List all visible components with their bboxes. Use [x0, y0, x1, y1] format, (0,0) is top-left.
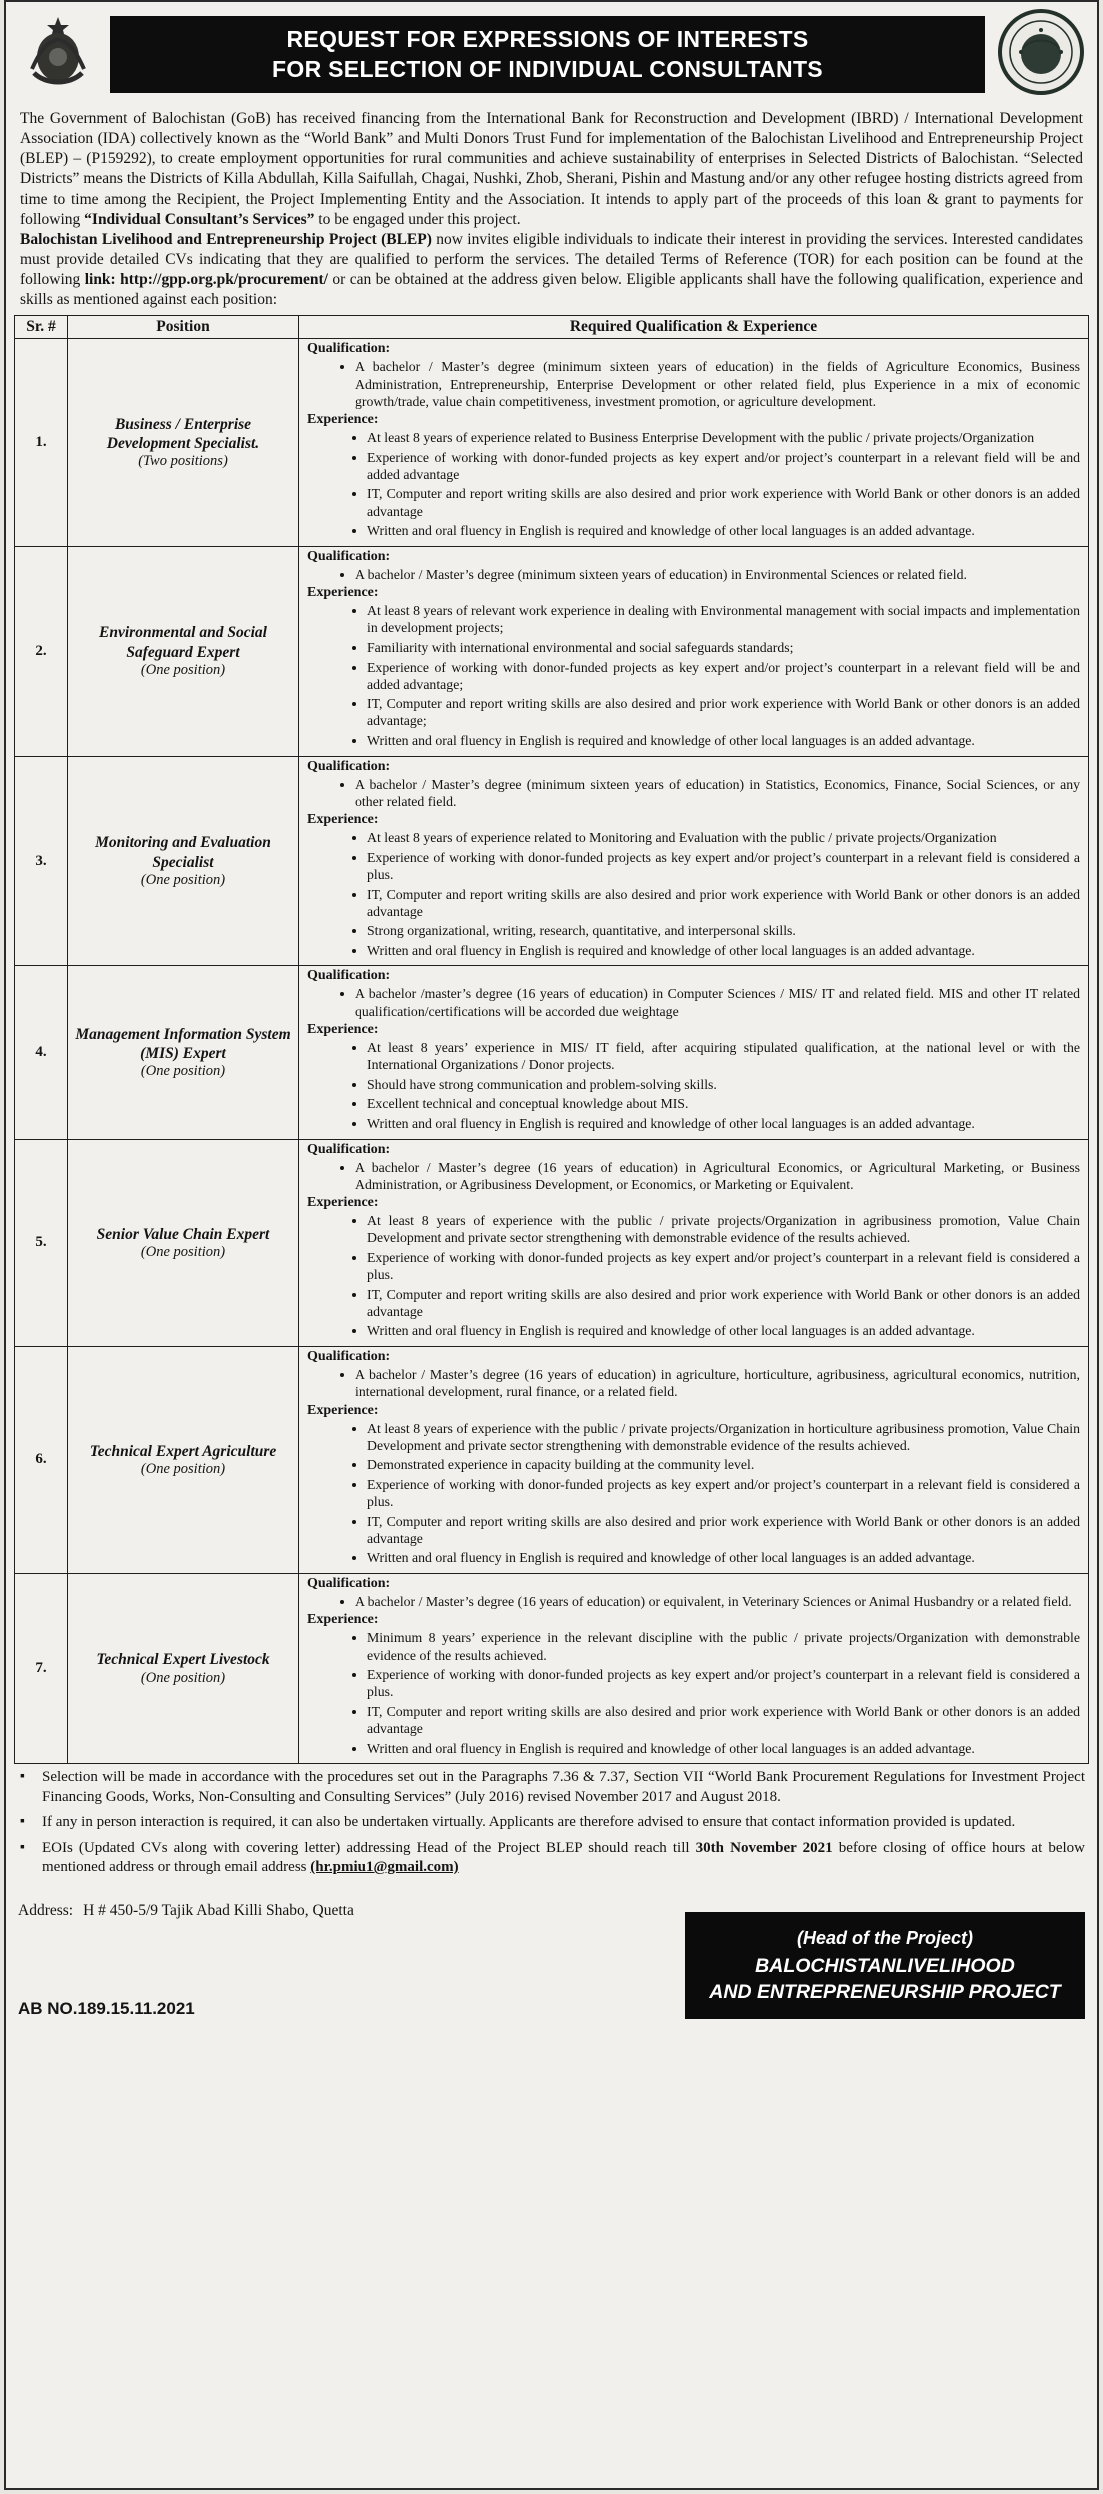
qualification-list: [307, 1593, 1080, 1610]
position-cell: [68, 339, 299, 546]
experience-label: Experience:: [307, 1195, 379, 1211]
requirements-cell: [299, 756, 1089, 966]
header-position: Position: [68, 316, 299, 339]
qualification-label: Qualification:: [307, 341, 391, 357]
position-cell: [68, 1139, 299, 1346]
experience-list: [307, 429, 1080, 539]
position-count-note: (One position): [140, 1461, 226, 1478]
footer-note: ▪ If any in person interaction is required, it can also be undertaken virtually. Applicants are therefore advised to ensure that contact information provided is updated.: [18, 1813, 1085, 1833]
experience-list: [307, 602, 1080, 749]
experience-item: • Written and oral fluency in English is required and knowledge of other local languages is an added advantage.: [367, 1740, 1080, 1757]
experience-item: • Written and oral fluency in English is required and knowledge of other local languages is an added advantage.: [367, 1115, 1080, 1132]
experience-item: • Written and oral fluency in English is required and knowledge of other local languages is an added advantage.: [367, 1322, 1080, 1339]
experience-label: Experience:: [307, 585, 379, 601]
header-requirements: Required Qualification & Experience: [299, 316, 1089, 339]
experience-item: • IT, Computer and report writing skills are also desired and prior work experience with World Bank or other donors is an added advantage: [367, 485, 1080, 519]
position-title: Monitoring and Evaluation Specialist: [95, 834, 271, 871]
experience-item: • IT, Computer and report writing skills are also desired and prior work experience with World Bank or other donors is an added advantage: [367, 1703, 1080, 1737]
position-title: Technical Expert Agriculture: [89, 1442, 277, 1460]
table-row: [15, 1573, 1089, 1763]
experience-list: [307, 1629, 1080, 1756]
experience-item: • At least 8 years of experience related to Business Enterprise Development with the public / private projects/Organization: [367, 429, 1080, 446]
requirements-cell: [299, 546, 1089, 756]
experience-item: • Experience of working with donor-funded projects as key expert and/or project’s counterpart in a relevant field will be and added advantage: [367, 449, 1080, 483]
qualification-item: • A bachelor / Master’s degree (minimum sixteen years of education) in Statistics, Economics, Finance, Social Sciences, or any other related field.: [355, 776, 1080, 810]
row-serial: 6.: [15, 1346, 68, 1573]
address-label: Address:: [18, 1901, 74, 1919]
experience-item: • IT, Computer and report writing skills are also desired and prior work experience with World Bank or other donors is an added advantage: [367, 1513, 1080, 1547]
procurement-link[interactable]: link: http://gpp.org.pk/procurement/: [84, 271, 328, 289]
title-line-2: FOR SELECTION OF INDIVIDUAL CONSULTANTS: [272, 55, 823, 82]
experience-item: • Experience of working with donor-funded projects as key expert and/or project’s counterpart in a relevant field is considered a plus.: [367, 849, 1080, 883]
table-row: [15, 1346, 1089, 1573]
position-count-note: (Two positions): [138, 453, 228, 470]
footer-notes-list: [14, 1768, 1089, 1878]
advertisement-frame: [4, 0, 1099, 2490]
qualification-item: • A bachelor / Master’s degree (16 years of education) in Agricultural Economics, or Agricultural Marketing, or Business Administration, or Agribusiness Development, or Economics, or Marketing or Equivalent.: [355, 1159, 1080, 1193]
position-cell: [68, 966, 299, 1139]
qualification-list: [307, 985, 1080, 1019]
qualification-list: [307, 1366, 1080, 1400]
table-header-row: [15, 316, 1089, 339]
requirements-cell: [299, 1573, 1089, 1763]
address-value: H # 450-5/9 Tajik Abad Killi Shabo, Quetta: [83, 1901, 354, 1919]
experience-list: [307, 829, 1080, 959]
qualification-label: Qualification:: [307, 548, 391, 564]
header: [14, 6, 1089, 105]
positions-table: [14, 315, 1089, 1764]
position-cell: [68, 546, 299, 756]
qualification-label: Qualification:: [307, 1575, 391, 1591]
experience-item: • Written and oral fluency in English is required and knowledge of other local languages is an added advantage.: [367, 1549, 1080, 1566]
signature-line-2: BALOCHISTANLIVELIHOOD: [755, 1954, 1015, 1977]
experience-item: • At least 8 years of relevant work experience in dealing with Environmental management with social impacts and implementation in development projects;: [367, 602, 1080, 636]
header-sr: Sr. #: [15, 316, 68, 339]
qualification-label: Qualification:: [307, 968, 391, 984]
qualification-list: [307, 566, 1080, 583]
experience-item: • Strong organizational, writing, research, quantitative, and interpersonal skills.: [367, 922, 1080, 939]
footer-note: ▪ Selection will be made in accordance with the procedures set out in the Paragraphs 7.36 & 7.37, Section VII “World Bank Procurement Regulations for Investment Project Financing Goods, Works, Non-Consulting and Consulting Services” (July 2016) revised November 2017 and August 2018.: [18, 1768, 1085, 1807]
qualification-item: • A bachelor /master’s degree (16 years of education) in Computer Sciences / MIS/ IT and related field. MIS and other IT related qualification/certifications will be accorded due weightage: [355, 985, 1080, 1019]
experience-item: • IT, Computer and report writing skills are also desired and prior work experience with World Bank or other donors is an added advantage: [367, 1286, 1080, 1320]
experience-item: • Demonstrated experience in capacity building at the community level.: [367, 1456, 1080, 1473]
footer-left-column: [18, 1898, 354, 2020]
experience-item: • At least 8 years’ experience in MIS/ IT field, after acquiring stipulated qualification, at the national level or with the International Organizations / Donor projects.: [367, 1039, 1080, 1073]
experience-item: • At least 8 years of experience related to Monitoring and Evaluation with the public / private projects/Organization: [367, 829, 1080, 846]
position-count-note: (One position): [140, 662, 226, 679]
footer-note: ▪ EOIs (Updated CVs along with covering letter) addressing Head of the Project BLEP should reach till 30th November 2021 before closing of office hours at below mentioned address or through email address (hr.pmiu1@gmail.com): [18, 1839, 1085, 1878]
position-count-note: (One position): [140, 1063, 226, 1080]
experience-item: • Experience of working with donor-funded projects as key expert and/or project’s counterpart in a relevant field is considered a plus.: [367, 1666, 1080, 1700]
experience-item: • At least 8 years of experience with the public / private projects/Organization in agribusiness promotion, Value Chain Development and private sector strengthening with demonstrable evidence of the results achieved.: [367, 1212, 1080, 1246]
experience-list: [307, 1212, 1080, 1339]
project-seal-logo: [997, 8, 1085, 101]
signature-box: [685, 1912, 1085, 2020]
experience-item: • Written and oral fluency in English is required and knowledge of other local languages is an added advantage.: [367, 942, 1080, 959]
positions-table-head: [15, 316, 1089, 339]
title-box: [110, 16, 985, 93]
experience-item: • Experience of working with donor-funded projects as key expert and/or project’s counterpart in a relevant field will be and added advantage;: [367, 659, 1080, 693]
requirements-cell: [299, 1139, 1089, 1346]
position-title: Technical Expert Livestock: [96, 1651, 270, 1669]
intro-paragraph-2: Balochistan Livelihood and Entrepreneurship Project (BLEP) now invites eligible individuals to indicate their interest in providing the services. Interested candidates must provide detailed CVs indicating that they are qualified to perform the services. The detailed Terms of Reference (TOR) for each position can be found at the following link: http://gpp.org.pk/procurement/ or can be obtained at the address given below. Eligible applicants shall have the following qualification, experience and skills as mentioned against each position:: [20, 230, 1084, 309]
qualification-list: [307, 776, 1080, 810]
row-serial: 3.: [15, 756, 68, 966]
footer-bottom: [14, 1884, 1089, 2022]
signature-line-3: AND ENTREPRENEURSHIP PROJECT: [709, 1980, 1061, 2003]
qualification-label: Qualification:: [307, 758, 391, 774]
experience-item: • Excellent technical and conceptual knowledge about MIS.: [367, 1095, 1080, 1112]
ab-number: AB NO.189.15.11.2021: [18, 1999, 195, 2019]
table-row: [15, 966, 1089, 1139]
position-title: Business / Enterprise Development Specialist.: [106, 415, 260, 453]
requirements-cell: [299, 966, 1089, 1139]
row-serial: 5.: [15, 1139, 68, 1346]
position-cell: [68, 1573, 299, 1763]
qualification-label: Qualification:: [307, 1348, 391, 1364]
position-title: Management Information System (MIS) Expert: [75, 1025, 291, 1063]
gob-crest-logo: [18, 11, 98, 98]
position-title: Senior Value Chain Expert: [96, 1225, 270, 1243]
qualification-item: • A bachelor / Master’s degree (minimum sixteen years of education) in the fields of Agriculture Economics, Business Administration, Entrepreneurship, Enterprise Development or other related field, plus Experience in a mix of economic growth/trade, value chain competitiveness, investment promotion, or agriculture development.: [355, 358, 1080, 409]
requirements-cell: [299, 1346, 1089, 1573]
experience-label: Experience:: [307, 1022, 379, 1038]
experience-item: • Written and oral fluency in English is required and knowledge of other local languages is an added advantage.: [367, 732, 1080, 749]
address-line: [18, 1902, 354, 1920]
experience-label: Experience:: [307, 412, 379, 428]
position-cell: [68, 1346, 299, 1573]
row-serial: 7.: [15, 1573, 68, 1763]
row-serial: 4.: [15, 966, 68, 1139]
qualification-label: Qualification:: [307, 1141, 391, 1157]
experience-list: [307, 1420, 1080, 1567]
position-count-note: (One position): [140, 871, 226, 888]
qualification-item: • A bachelor / Master’s degree (16 years of education) in agriculture, horticulture, agribusiness, agricultural economics, nutrition, international development, rural finance, or a related field.: [355, 1366, 1080, 1400]
row-serial: 2.: [15, 546, 68, 756]
experience-item: • Minimum 8 years’ experience in the relevant discipline with the public / private projects/Organization with demonstrable evidence of the results achieved.: [367, 1629, 1080, 1663]
position-count-note: (One position): [140, 1243, 226, 1260]
row-serial: 1.: [15, 339, 68, 546]
signature-line-1: (Head of the Project): [796, 1927, 974, 1948]
position-count-note: (One position): [140, 1669, 226, 1686]
table-row: [15, 756, 1089, 966]
requirements-cell: [299, 339, 1089, 546]
qualification-item: • A bachelor / Master’s degree (minimum sixteen years of education) in Environmental Sciences or related field.: [355, 566, 1080, 583]
title-line-1: REQUEST FOR EXPRESSIONS OF INTERESTS: [286, 26, 809, 53]
qualification-list: [307, 1159, 1080, 1193]
intro-section: [14, 105, 1089, 312]
intro-paragraph-1: The Government of Balochistan (GoB) has received financing from the International Bank for Reconstruction and Development (IBRD) / International Development Association (IDA) collectively known as the “World Bank” and Multi Donors Trust Fund for implementation of the Balochistan Livelihood and Entrepreneurship Project (BLEP) – (P159292), to create employment opportunities for rural communities and achieve sustainability of enterprises in Selected Districts of Balochistan. “Selected Districts” means the Districts of Killa Abdullah, Killa Saifullah, Chagai, Nushki, Zhob, Sherani, Pishin and Mastung and/or any other refugee hosting districts agreed from time to time among the Recipient, the Project Implementing Entity and the Association. It intends to apply part of the proceeds of this loan & grant to payments for following “Individual Consultant’s Services” to be engaged under this project.: [20, 110, 1083, 228]
experience-label: Experience:: [307, 1612, 379, 1628]
experience-item: • At least 8 years of experience with the public / private projects/Organization in horticulture agribusiness promotion, Value Chain Development and private sector strengthening with demonstrable evidence of the results achieved.: [367, 1420, 1080, 1454]
experience-item: • Familiarity with international environmental and social safeguards standards;: [367, 639, 1080, 656]
table-row: [15, 339, 1089, 546]
qualification-list: [307, 358, 1080, 409]
qualification-item: • A bachelor / Master’s degree (16 years of education) or equivalent, in Veterinary Sciences or Animal Husbandry or a related field.: [355, 1593, 1080, 1610]
experience-label: Experience:: [307, 812, 379, 828]
experience-item: • Experience of working with donor-funded projects as key expert and/or project’s counterpart in a relevant field is considered a plus.: [367, 1476, 1080, 1510]
hr-email-link[interactable]: (hr.pmiu1@gmail.com): [310, 1859, 459, 1876]
experience-label: Experience:: [307, 1402, 379, 1418]
experience-item: • IT, Computer and report writing skills are also desired and prior work experience with World Bank or other donors is an added advantage;: [367, 695, 1080, 729]
table-row: [15, 546, 1089, 756]
experience-item: • IT, Computer and report writing skills are also desired and prior work experience with World Bank or other donors is an added advantage: [367, 886, 1080, 920]
position-cell: [68, 756, 299, 966]
experience-item: • Experience of working with donor-funded projects as key expert and/or project’s counterpart in a relevant field is considered a plus.: [367, 1249, 1080, 1283]
position-title: Environmental and Social Safeguard Expert: [99, 624, 267, 661]
experience-list: [307, 1039, 1080, 1132]
experience-item: • Should have strong communication and problem-solving skills.: [367, 1076, 1080, 1093]
experience-item: • Written and oral fluency in English is required and knowledge of other local languages is an added advantage.: [367, 522, 1080, 539]
positions-table-body: [15, 339, 1089, 1764]
table-row: [15, 1139, 1089, 1346]
